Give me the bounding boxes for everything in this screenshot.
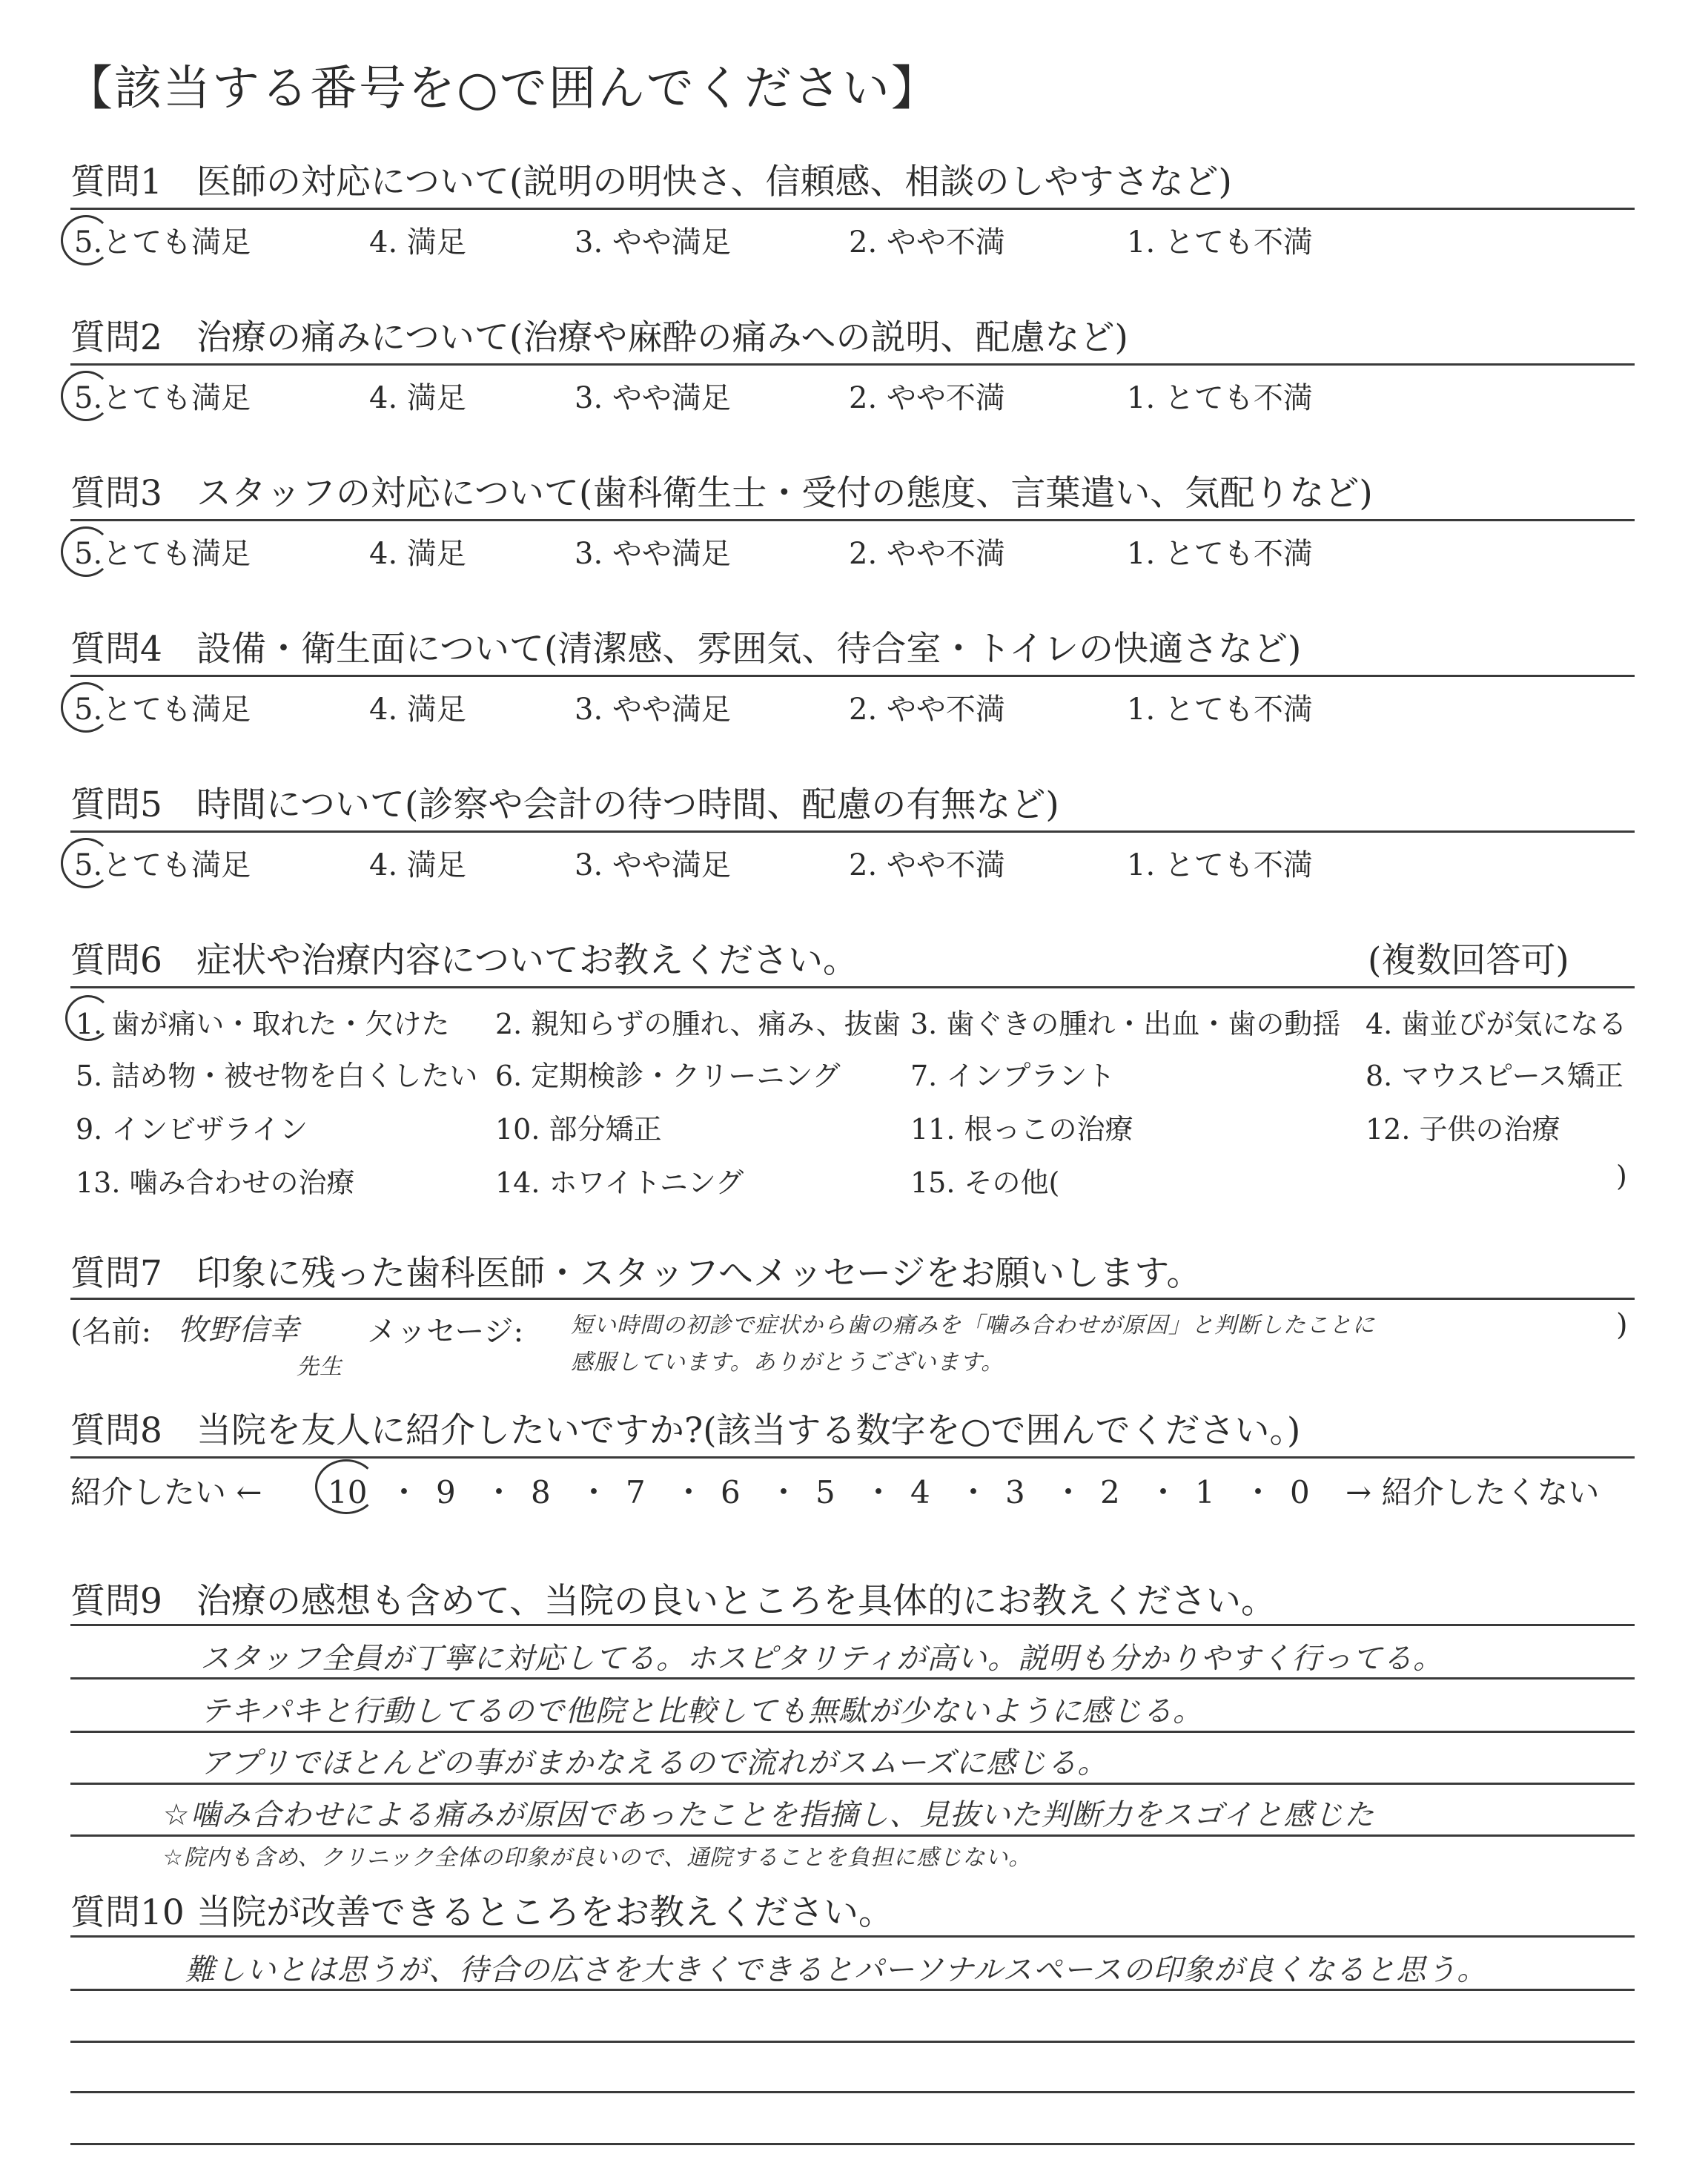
question-text: 当院が改善できるところをお教えください。	[196, 1892, 893, 1933]
rating-option-4[interactable]: 4. 満足	[369, 693, 466, 727]
symptom-option-4[interactable]: 4. 歯並びが気になる	[1366, 1008, 1627, 1040]
scale-value-0[interactable]: 0	[1290, 1474, 1310, 1510]
recommend-scale	[328, 1468, 1337, 1513]
divider	[70, 1298, 1635, 1300]
answer-line	[70, 1731, 1635, 1733]
name-label: (名前:	[70, 1315, 152, 1349]
rating-option-2[interactable]: 2. やや不満	[849, 381, 1005, 415]
divider	[70, 1456, 1635, 1459]
question-title	[70, 310, 1128, 360]
symptom-option-8[interactable]: 8. マウスピース矯正	[1366, 1060, 1623, 1092]
scale-value-8[interactable]: 8	[531, 1474, 551, 1510]
divider	[70, 830, 1635, 833]
question-number: 質問6	[70, 940, 162, 981]
question-text: 医師の対応について(説明の明快さ、信頼感、相談のしやすさなど)	[196, 162, 1232, 202]
question-title	[70, 1246, 1201, 1295]
question-title	[70, 1885, 893, 1935]
question-title	[70, 1573, 1276, 1623]
scale-value-9[interactable]: 9	[436, 1474, 456, 1510]
handwritten-message-line-1: 短い時間の初診で症状から歯の痛みを「噛み合わせが原因」と判断したことに	[571, 1312, 1375, 1338]
question-text: 症状や治療内容についてお教えください。	[196, 940, 858, 981]
question-number: 質問9	[70, 1581, 162, 1622]
scale-dot: ・	[483, 1474, 515, 1510]
rating-option-2[interactable]: 2. やや不満	[849, 537, 1005, 571]
scale-dot: ・	[863, 1474, 895, 1510]
question-number: 質問10	[70, 1892, 185, 1933]
rating-option-3[interactable]: 3. やや満足	[575, 537, 731, 571]
handwritten-answer-line-1: スタッフ全員が丁寧に対応してる。ホスピタリティが高い。説明も分かりやすく行ってる。	[200, 1642, 1443, 1676]
handwritten-answer-line-3: アプリでほとんどの事がまかなえるので流れがスムーズに感じる。	[200, 1746, 1108, 1780]
divider	[70, 208, 1635, 210]
symptom-option-2[interactable]: 2. 親知らずの腫れ、痛み、抜歯	[495, 1008, 901, 1040]
rating-option-2[interactable]: 2. やや不満	[849, 225, 1005, 260]
rating-option-4[interactable]: 4. 満足	[369, 537, 466, 571]
rating-option-2[interactable]: 2. やや不満	[849, 848, 1005, 882]
rating-option-3[interactable]: 3. やや満足	[575, 848, 731, 882]
question-text: 時間について(診察や会計の待つ時間、配慮の有無など)	[196, 785, 1059, 825]
rating-option-1[interactable]: 1. とても不満	[1127, 381, 1313, 415]
scale-dot: ・	[578, 1474, 610, 1510]
answer-line	[70, 1677, 1635, 1680]
symptom-option-3[interactable]: 3. 歯ぐきの腫れ・出血・歯の動揺	[910, 1008, 1341, 1040]
scale-value-10[interactable]: 10	[328, 1474, 368, 1510]
answer-line	[70, 2143, 1635, 2145]
symptom-option-7[interactable]: 7. インプラント	[910, 1060, 1116, 1092]
recommend-left-label: 紹介したい ←	[70, 1474, 262, 1510]
scale-dot: ・	[1242, 1474, 1274, 1510]
divider	[70, 675, 1635, 677]
question-text: スタッフの対応について(歯科衛生士・受付の態度、言葉遣い、気配りなど)	[196, 473, 1373, 514]
handwritten-name-suffix: 先生	[297, 1354, 342, 1380]
answer-line	[70, 2091, 1635, 2093]
question-text: 治療の感想も含めて、当院の良いところを具体的にお教えください。	[196, 1581, 1277, 1622]
handwritten-answer-line-1: 難しいとは思うが、待合の広さを大きくできるとパーソナルスペースの印象が良くなると思う。	[185, 1953, 1488, 1987]
rating-option-5[interactable]: 5.とても満足	[74, 381, 251, 415]
scale-value-6[interactable]: 6	[721, 1474, 741, 1510]
scale-value-3[interactable]: 3	[1005, 1474, 1025, 1510]
divider	[70, 986, 1635, 988]
handwritten-answer-line-4: ☆噛み合わせによる痛みが原因であったことを指摘し、見抜いた判断力をスゴイと感じた	[163, 1798, 1375, 1832]
question-text: 治療の痛みについて(治療や麻酔の痛みへの説明、配慮など)	[196, 317, 1128, 358]
divider	[70, 519, 1635, 521]
divider	[70, 363, 1635, 366]
symptom-option-5[interactable]: 5. 詰め物・被せ物を白くしたい	[76, 1060, 478, 1092]
symptom-option-1[interactable]: 1. 歯が痛い・取れた・欠けた	[76, 1008, 450, 1040]
question-title	[70, 933, 858, 982]
rating-option-1[interactable]: 1. とても不満	[1127, 537, 1313, 571]
rating-option-4[interactable]: 4. 満足	[369, 381, 466, 415]
question-number: 質問5	[70, 785, 162, 825]
question-number: 質問8	[70, 1410, 162, 1451]
scale-value-2[interactable]: 2	[1100, 1474, 1120, 1510]
rating-option-4[interactable]: 4. 満足	[369, 848, 466, 882]
message-label: メッセージ:	[367, 1315, 524, 1349]
question-title	[70, 466, 1373, 515]
answer-line	[70, 1783, 1635, 1785]
symptom-option-9[interactable]: 9. インビザライン	[76, 1113, 308, 1146]
other-close-paren: )	[1616, 1160, 1627, 1192]
symptom-option-10[interactable]: 10. 部分矯正	[495, 1113, 662, 1146]
form-header: 【該当する番号を○で囲んでください】	[65, 62, 940, 116]
symptom-option-14[interactable]: 14. ホワイトニング	[495, 1166, 744, 1199]
rating-option-5[interactable]: 5.とても満足	[74, 693, 251, 727]
multiple-answer-note: (複数回答可)	[1368, 940, 1569, 981]
scale-value-1[interactable]: 1	[1195, 1474, 1215, 1510]
question-title	[70, 621, 1301, 671]
scale-dot: ・	[768, 1474, 800, 1510]
scale-value-7[interactable]: 7	[626, 1474, 646, 1510]
symptom-option-6[interactable]: 6. 定期検診・クリーニング	[495, 1060, 841, 1092]
question-text: 当院を友人に紹介したいですか?(該当する数字を○で囲んでください。)	[196, 1410, 1301, 1451]
symptom-option-13[interactable]: 13. 噛み合わせの治療	[76, 1166, 355, 1199]
handwritten-name: 牧野信幸	[178, 1313, 299, 1347]
question-number: 質問1	[70, 162, 162, 202]
divider	[70, 1935, 1635, 1938]
rating-option-1[interactable]: 1. とても不満	[1127, 693, 1313, 727]
message-close-paren: )	[1616, 1308, 1628, 1342]
handwritten-answer-line-5: ☆院内も含め、クリニック全体の印象が良いので、通院することを負担に感じない。	[163, 1845, 1032, 1871]
question-title	[70, 1403, 1300, 1453]
question-number: 質問2	[70, 317, 162, 358]
symptom-option-12[interactable]: 12. 子供の治療	[1366, 1113, 1560, 1146]
question-text: 設備・衛生面について(清潔感、雰囲気、待合室・トイレの快適さなど)	[196, 629, 1302, 670]
answer-line	[70, 1989, 1635, 1991]
rating-option-4[interactable]: 4. 満足	[369, 225, 466, 260]
rating-option-1[interactable]: 1. とても不満	[1127, 848, 1313, 882]
scale-value-4[interactable]: 4	[910, 1474, 930, 1510]
rating-option-3[interactable]: 3. やや満足	[575, 381, 731, 415]
question-number: 質問3	[70, 473, 162, 514]
symptom-option-15[interactable]: 15. その他(	[910, 1166, 1060, 1199]
question-text: 印象に残った歯科医師・スタッフへメッセージをお願いします。	[196, 1253, 1202, 1294]
answer-line	[70, 1834, 1635, 1837]
question-title	[70, 777, 1059, 827]
scale-dot: ・	[958, 1474, 990, 1510]
handwritten-message-line-2: 感服しています。ありがとうございます。	[571, 1350, 1004, 1375]
recommend-right-label: → 紹介したくない	[1345, 1474, 1600, 1510]
divider	[70, 1624, 1635, 1626]
scale-dot: ・	[388, 1474, 420, 1510]
scale-dot: ・	[1148, 1474, 1179, 1510]
scale-dot: ・	[1053, 1474, 1085, 1510]
rating-option-2[interactable]: 2. やや不満	[849, 693, 1005, 727]
question-number: 質問7	[70, 1253, 162, 1294]
rating-option-1[interactable]: 1. とても不満	[1127, 225, 1313, 260]
rating-option-5[interactable]: 5.とても満足	[74, 225, 251, 260]
answer-line	[70, 2041, 1635, 2043]
scale-dot: ・	[673, 1474, 705, 1510]
handwritten-answer-line-2: テキパキと行動してるので他院と比較しても無駄が少ないように感じる。	[200, 1694, 1203, 1728]
scale-value-5[interactable]: 5	[815, 1474, 835, 1510]
rating-option-5[interactable]: 5.とても満足	[74, 848, 251, 882]
rating-option-5[interactable]: 5.とても満足	[74, 537, 251, 571]
question-number: 質問4	[70, 629, 162, 670]
rating-option-3[interactable]: 3. やや満足	[575, 225, 731, 260]
question-title	[70, 154, 1232, 204]
symptom-option-11[interactable]: 11. 根っこの治療	[910, 1113, 1133, 1146]
rating-option-3[interactable]: 3. やや満足	[575, 693, 731, 727]
